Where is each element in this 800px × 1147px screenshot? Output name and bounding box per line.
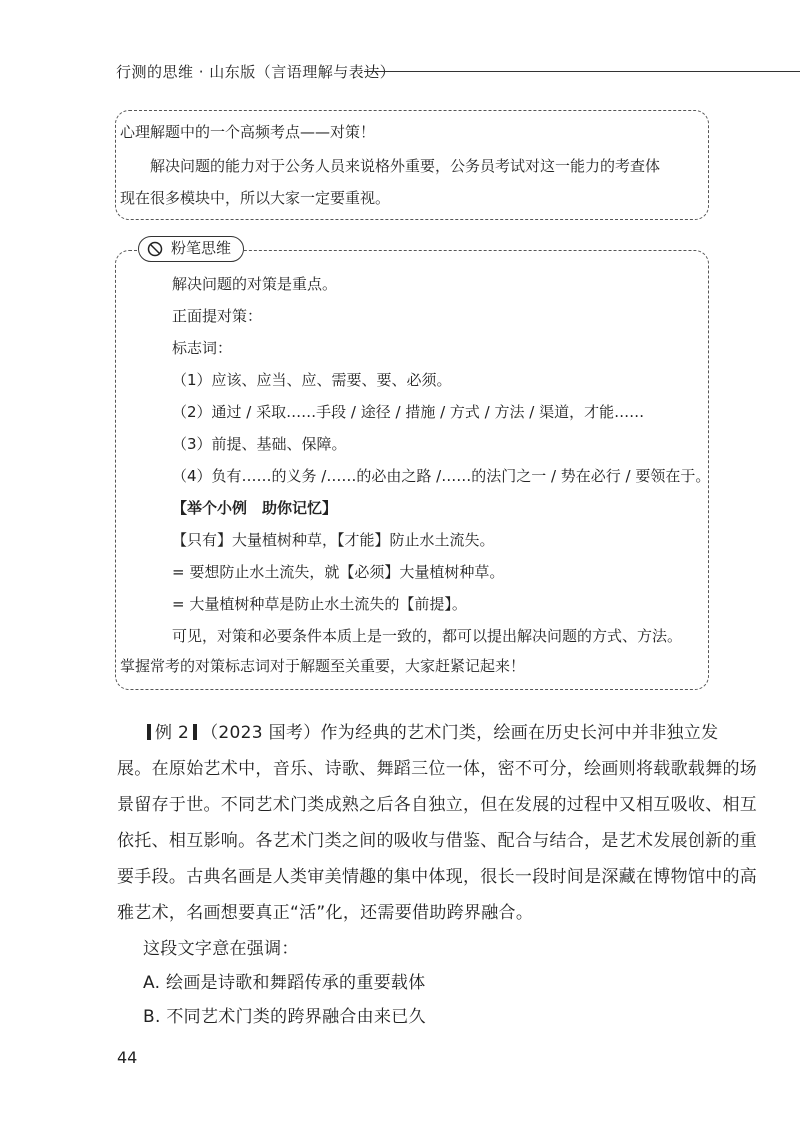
question-line-1 (143, 718, 718, 743)
intro-line-2: 解决问题的能力对于公务人员来说格外重要，公务员考试对这一能力的考查体 (120, 157, 661, 175)
page-number: 44 (117, 1048, 138, 1067)
slash-circle-icon (147, 241, 163, 257)
fenbi-thinking-badge (138, 236, 244, 262)
thinking-line-5: （2）通过 / 采取……手段 / 途径 / 措施 / 方式 / 方法 / 渠道，才能…… (172, 403, 645, 421)
option-a: A. 绘画是诗歌和舞蹈传承的重要载体 (143, 973, 426, 993)
thinking-line-7: （4）负有……的义务 /……的必由之路 /……的法门之一 / 势在必行 / 要领在于。 (172, 467, 711, 485)
option-b: B. 不同艺术门类的跨界融合由来已久 (143, 1007, 426, 1027)
question-line-6: 雅艺术，名画想要真正“活”化，还需要借助跨界融合。 (117, 903, 534, 923)
question-line-4: 依托、相互影响。各艺术门类之间的吸收与借鉴、配合与结合，是艺术发展创新的重 (117, 831, 758, 851)
header-rule (364, 71, 800, 72)
thinking-line-13: 掌握常考的对策标志词对于解题至关重要，大家赶紧记起来！ (120, 657, 526, 675)
question-line-3: 景留存于世。不同艺术门类成熟之后各自独立，但在发展的过程中又相互吸收、相互 (117, 795, 758, 815)
header-title: 行测的思维 · 山东版（言语理解与表达） (116, 63, 396, 81)
thinking-line-4: （1）应该、应当、应、需要、要、必须。 (172, 371, 452, 389)
label-bar-right (193, 724, 197, 740)
thinking-line-9: 【只有】大量植树种草，【才能】防止水土流失。 (172, 531, 495, 549)
question-line-5: 要手段。古典名画是人类审美情趣的集中体现，很长一段时间是深藏在博物馆中的高 (117, 867, 758, 887)
question-text-line-1: （2023 国考）作为经典的艺术门类，绘画在历史长河中并非独立发 (201, 723, 719, 743)
intro-line-3: 现在很多模块中，所以大家一定要重视。 (120, 189, 391, 207)
badge-label: 粉笔思维 (171, 239, 232, 257)
thinking-line-2: 正面提对策： (172, 307, 263, 325)
question-line-2: 展。在原始艺术中，音乐、诗歌、舞蹈三位一体，密不可分，绘画则将载歌载舞的场 (117, 759, 758, 779)
thinking-line-10: = 要想防止水土流失，就【必须】大量植树种草。 (172, 563, 505, 581)
thinking-line-6: （3）前提、基础、保障。 (172, 435, 347, 453)
label-bar-left (147, 724, 151, 740)
thinking-line-11: = 大量植树种草是防止水土流失的【前提】。 (172, 595, 467, 613)
question-prompt: 这段文字意在强调： (143, 939, 299, 959)
fenbi-thinking-box (115, 250, 709, 690)
intro-line-1: 心理解题中的一个高频考点——对策！ (120, 123, 376, 141)
thinking-line-12: 可见，对策和必要条件本质上是一致的，都可以提出解决问题的方式、方法。 (172, 627, 683, 645)
thinking-line-3: 标志词： (172, 339, 233, 357)
question-label: 例 2 (155, 723, 190, 743)
thinking-line-1: 解决问题的对策是重点。 (172, 275, 338, 293)
thinking-example-heading: 【举个小例 助你记忆】 (172, 499, 338, 517)
page-header (116, 57, 716, 87)
intro-note-box (115, 110, 709, 220)
